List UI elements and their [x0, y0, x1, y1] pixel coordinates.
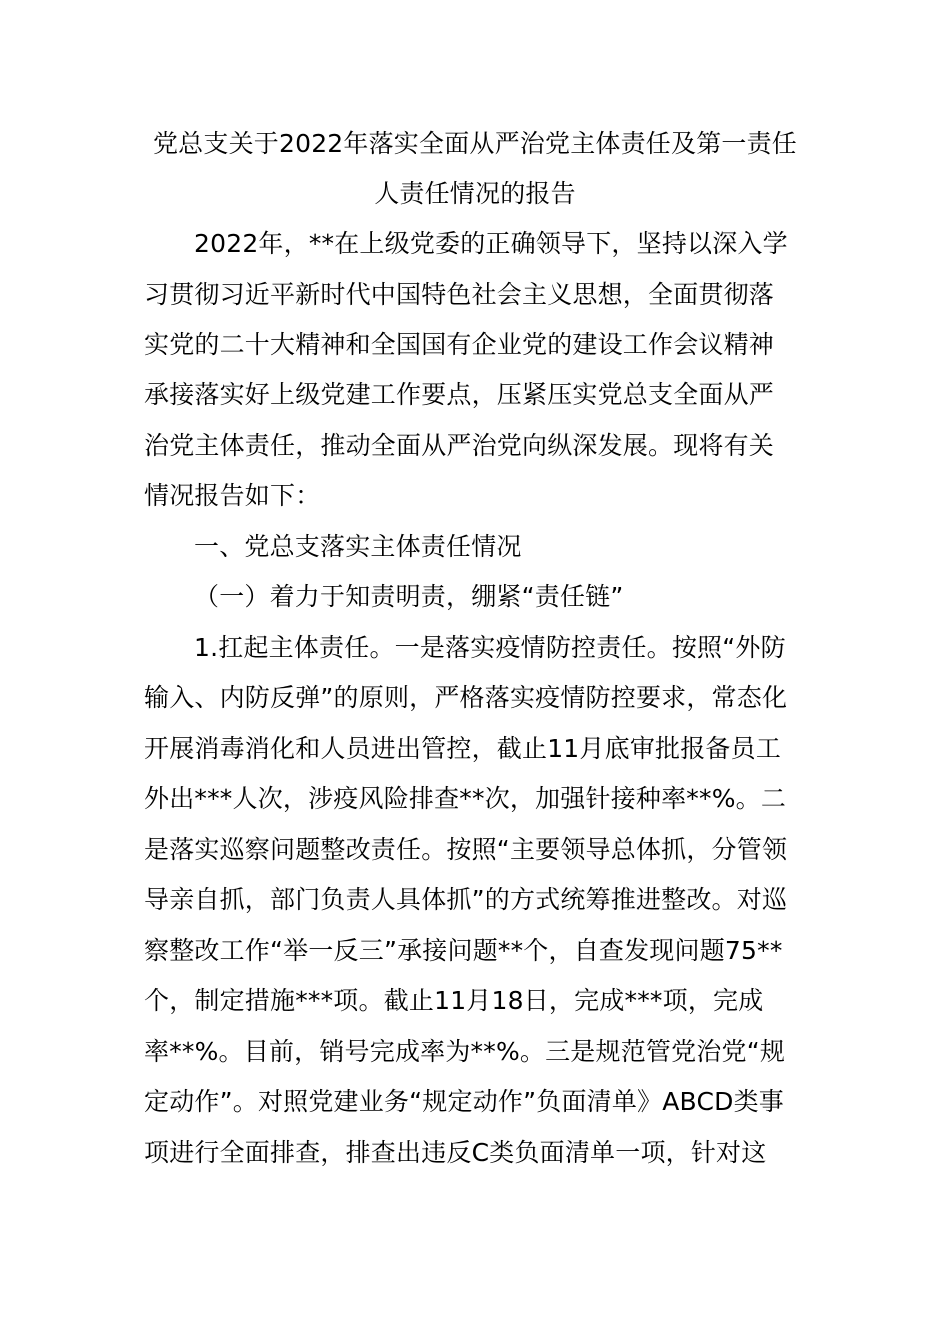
body-line: 承接落实好上级党建工作要点，压紧压实党总支全面从严	[144, 380, 775, 409]
body-line: 输入、内防反弹”的原则，严格落实疫情防控要求，常态化	[144, 683, 788, 712]
body-line: 外出***人次，涉疫风险排查**次，加强针接种率**%。二	[144, 784, 787, 813]
document-title-line-2: 人责任情况的报告	[374, 179, 576, 208]
body-line: 察整改工作“举一反三”承接问题**个，自查发现问题75**	[144, 936, 783, 965]
subsection-heading: （一）着力于知责明责，绷紧“责任链”	[194, 582, 624, 611]
body-line: 治党主体责任，推动全面从严治党向纵深发展。现将有关	[144, 431, 775, 460]
body-line: 率**%。目前，销号完成率为**%。三是规范管党治党“规	[144, 1037, 786, 1066]
body-line: 习贯彻习近平新时代中国特色社会主义思想，全面贯彻落	[144, 280, 775, 309]
body-line: 定动作”。对照党建业务“规定动作”负面清单》ABCD类事	[144, 1087, 784, 1116]
body-line: 是落实巡察问题整改责任。按照“主要领导总体抓，分管领	[144, 835, 788, 864]
body-line: 项进行全面排查，排查出违反C类负面清单一项，针对这	[144, 1138, 767, 1167]
document-title-line-1: 党总支关于2022年落实全面从严治党主体责任及第一责任	[152, 129, 798, 158]
body-line: 导亲自抓，部门负责人具体抓”的方式统筹推进整改。对巡	[144, 885, 788, 914]
body-line: 开展消毒消化和人员进出管控，截止11月底审批报备员工	[144, 734, 782, 763]
section-heading: 一、党总支落实主体责任情况	[194, 532, 522, 561]
body-line: 1.扛起主体责任。一是落实疫情防控责任。按照“外防	[194, 633, 786, 662]
body-line: 2022年，**在上级党委的正确领导下，坚持以深入学	[194, 229, 788, 258]
body-line: 情况报告如下：	[144, 481, 321, 510]
body-line: 实党的二十大精神和全国国有企业党的建设工作会议精神	[144, 330, 775, 359]
body-line: 个，制定措施***项。截止11月18日，完成***项，完成	[144, 986, 764, 1015]
